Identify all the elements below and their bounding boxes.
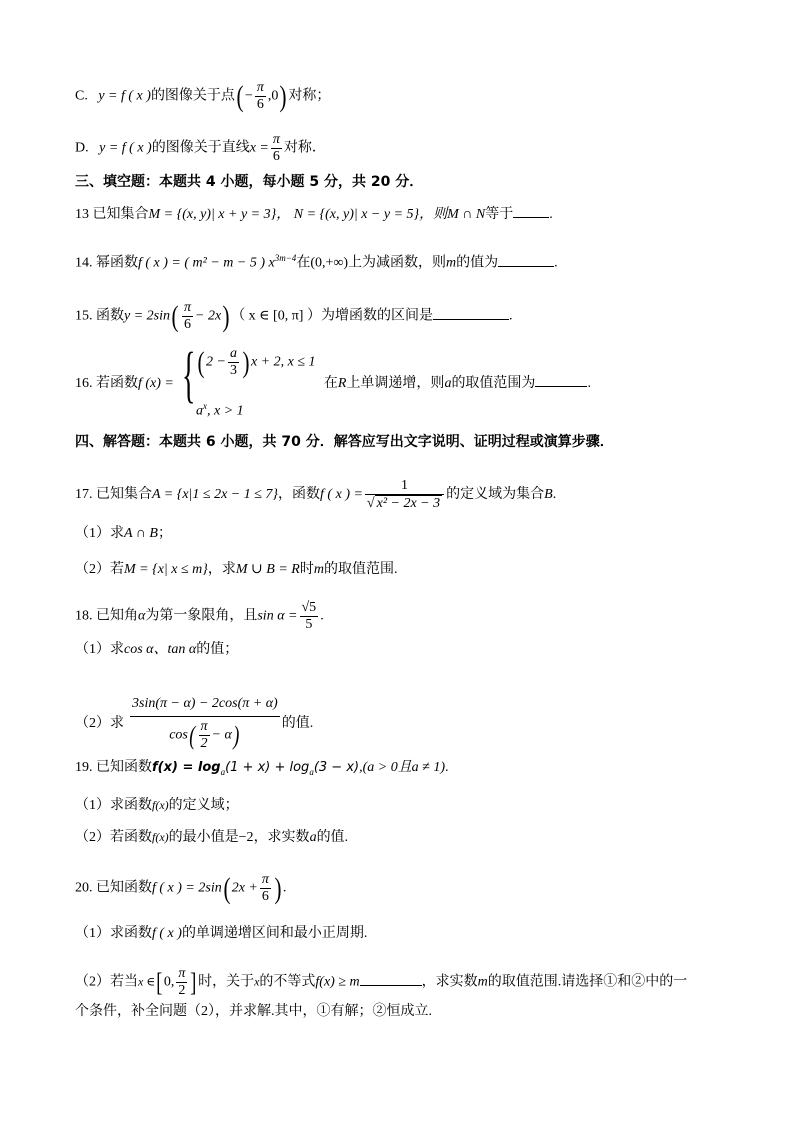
section-4-heading: 四、解答题：本题共 6 小题，共 70 分．解答应写出文字说明、证明过程或演算步骤． xyxy=(75,434,614,450)
option-d: D. y = f ( x )的图像关于直线x = $\frac{\pi}{6}$ 对称． xyxy=(75,132,326,164)
question-17-part-1: （1）求A ∩ B； xyxy=(75,526,172,541)
question-16: 16. 若函数f (x) = 在R上单调递增，则a的取值范围为 . xyxy=(75,372,591,394)
fraction: $\frac{1}{\text{√ x² − 2x − 3}}$ xyxy=(365,478,444,512)
question-14: 14. 幂函数f ( x ) = ( m² − m − 5 ) $x^{3m-4}$在(0,+∞)上为减函数，则m的值为 . xyxy=(75,253,558,271)
fraction: $\frac{\pi}{6}$ xyxy=(272,132,280,164)
piecewise-brace: { xyxy=(182,341,196,409)
question-20-part-2: （2）若当x ∈[0, $\frac{\pi}{2}$ ]时，关于x的不等式f(x) ≥ m ，求实数m的取值范围.请选择①和②中的一 xyxy=(75,966,688,998)
question-17: 17. 已知集合A = {x|1 ≤ 2x − 1 ≤ 7}，函数f ( x ) = $\frac{1}{\text{√ x² − 2x − 3}}$ 的定义域为集合B. xyxy=(75,478,557,511)
question-20-part-2-cont: 个条件，补全问题（2），并求解.其中，①有解；②恒成立. xyxy=(75,1004,432,1019)
fraction: $\frac{\pi}{6}$ xyxy=(261,872,269,904)
answer-blank[interactable] xyxy=(433,305,509,320)
question-20: 20. 已知函数f ( x ) = 2sin( 2x + $\frac{\pi}{6}$ ) . xyxy=(75,871,287,905)
question-19-part-1: （1）求函数f(x)的定义域； xyxy=(75,798,239,813)
fraction: $\frac{\pi}{6}$ xyxy=(184,300,192,332)
question-18-part-2: （2）求 3sin(π − α) − 2cos(π + α) cos( $\frac{\pi}{2}$ − α) 的值. xyxy=(75,696,314,751)
fraction: $\frac{√5}{5}$ xyxy=(301,600,317,632)
question-15: 15. 函数y = 2sin( $\frac{\pi}{6}$ − 2x) （ x ∈ [0, π] ）为增函数的区间是 . xyxy=(75,299,513,333)
question-19-part-2: （2）若函数f(x)的最小值是−2，求实数a的值. xyxy=(75,830,349,845)
answer-blank[interactable] xyxy=(360,971,422,986)
answer-blank[interactable] xyxy=(535,372,587,387)
answer-blank[interactable] xyxy=(513,203,549,218)
question-18-part-1: （1）求cos α、tan α的值； xyxy=(75,642,239,657)
answer-blank[interactable] xyxy=(498,252,554,267)
fraction: 3sin(π − α) − 2cos(π + α) cos( $\frac{\pi}{2}$ − α) xyxy=(132,696,278,751)
question-13: 13 已知集合M = {(x, y)| x + y = 3}， N = {(x, y)| x − y = 5}，则M ∩ N等于 . xyxy=(75,203,553,225)
question-20-part-1: （1）求函数f ( x )的单调递增区间和最小正周期. xyxy=(75,926,368,941)
question-18: 18. 已知角α为第一象限角，且sin α = $\frac{√5}{5}$ . xyxy=(75,600,324,632)
option-c: C. y = f ( x )的图像关于点( − $\frac{\pi}{6}$ ,0) 对称； xyxy=(75,79,331,113)
question-19: 19. 已知函数$f(x) = \log_a(1 + x) + \log_a(3 - x),(a > 0$且a ≠ 1). xyxy=(75,760,449,777)
question-17-part-2: （2）若M = {x| x ≤ m}，求M ∪ B = R时m的取值范围. xyxy=(75,562,398,577)
piecewise-case-1: ( 2 − $\frac{a}{3}$ ) x + 2, x ≤ 1 xyxy=(197,345,316,379)
section-3-heading: 三、填空题：本题共 4 小题，每小题 5 分，共 20 分． xyxy=(75,174,424,190)
fraction: $\frac{\pi}{6}$ xyxy=(256,80,264,112)
piecewise-case-2: $a^x$, x > 1 xyxy=(196,401,244,419)
